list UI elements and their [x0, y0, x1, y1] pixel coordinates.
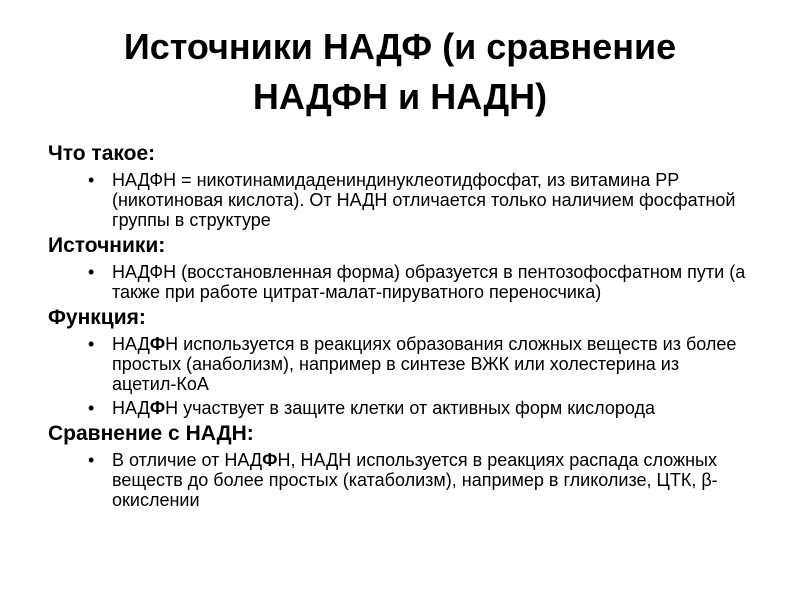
bullet-item: [88, 334, 748, 394]
bullet-item: [88, 262, 748, 302]
bullet-text: [112, 450, 718, 510]
bullet-text-highlight: Ф: [149, 398, 166, 418]
slide-content: [48, 142, 748, 514]
bullet-text-part: В отличие от НАД: [112, 450, 263, 470]
bullet-icon: •: [88, 170, 95, 190]
section-comparison: [48, 422, 748, 510]
section-heading: Функция:: [48, 306, 146, 329]
bullet-text-highlight: Ф: [149, 334, 166, 354]
bullet-text: НАДФН (восстановленная форма) образуется в пентозофосфатном пути (а также при работе цитрат-малат-пируватного переносчика): [112, 262, 746, 302]
bullet-text-part: Н, НАДН используется в реакциях распада сложных веществ до более простых (катаболизм), например в гликолизе, ЦТК, β-окислении: [112, 450, 718, 510]
bullet-icon: •: [88, 450, 95, 470]
bullet-text-part: Н участвует в защите клетки от активных форм кислорода: [165, 398, 656, 418]
slide-title-line-2: НАДФН и НАДН): [252, 76, 548, 117]
bullet-list: [48, 170, 748, 230]
section-heading: Что такое:: [48, 142, 156, 165]
bullet-item: [88, 170, 748, 230]
bullet-list: [48, 450, 748, 510]
bullet-item: [88, 450, 748, 510]
bullet-text: НАДФН = никотинамидадениндинуклеотидфосфат, из витамина РР (никотиновая кислота). От НАДН отличается только наличием фосфатной группы в структуре: [112, 170, 736, 230]
bullet-text-highlight: Ф: [262, 450, 278, 470]
section-function: [48, 306, 748, 418]
section-heading: Источники:: [48, 234, 166, 257]
section-what-is: [48, 142, 748, 230]
section-sources: [48, 234, 748, 302]
bullet-list: [48, 262, 748, 302]
section-heading: Сравнение с НАДН:: [48, 422, 254, 445]
bullet-list: [48, 334, 748, 418]
bullet-icon: •: [88, 398, 95, 418]
bullet-item: [88, 398, 748, 418]
bullet-text: [112, 398, 655, 418]
bullet-text-part: НАД: [112, 334, 150, 354]
bullet-icon: •: [88, 262, 95, 282]
slide-title-line-1: Источники НАДФ (и сравнение: [123, 26, 677, 67]
bullet-icon: •: [88, 334, 95, 354]
slide-title: [0, 22, 800, 122]
bullet-text-part: Н используется в реакциях образования сложных веществ из более простых (анаболизм), например в синтезе ВЖК или холестерина из ацетил-КоА: [112, 334, 737, 394]
bullet-text: [112, 334, 736, 394]
bullet-text-part: НАД: [112, 398, 150, 418]
